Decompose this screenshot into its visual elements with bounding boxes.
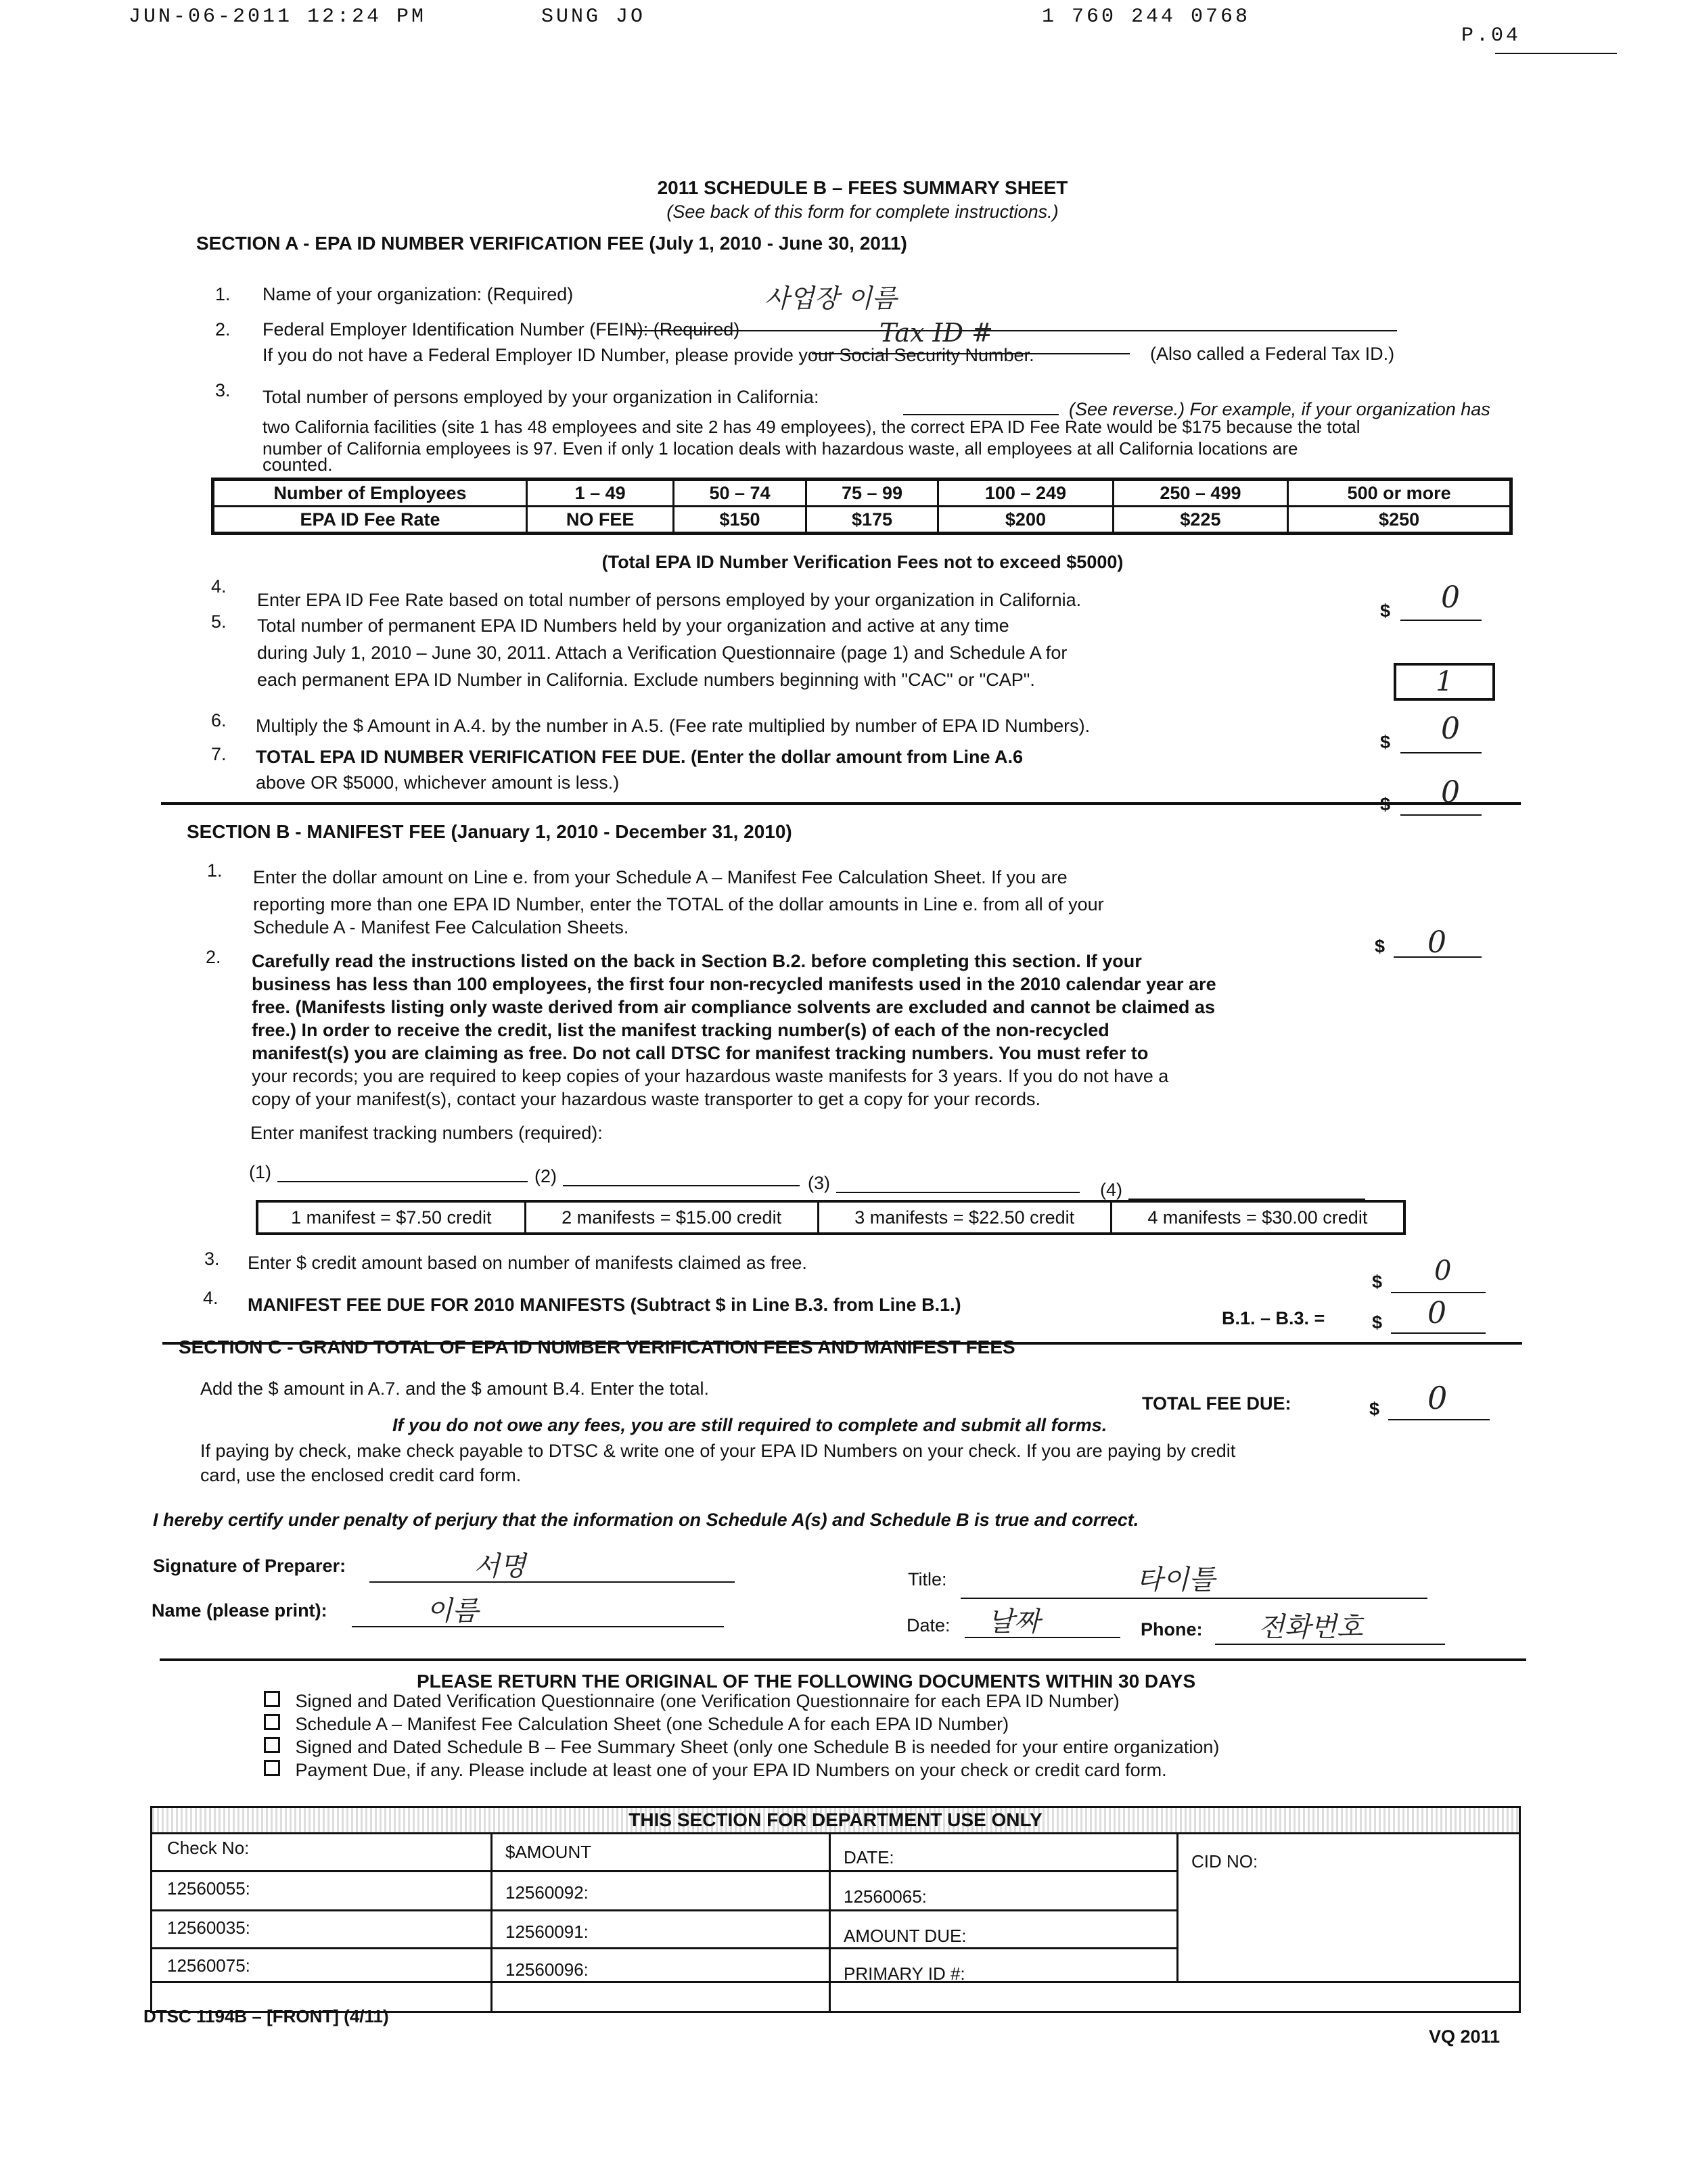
b4-dollar: $ <box>1372 1312 1383 1332</box>
a2-fein-value[interactable]: Tax ID # <box>879 318 993 348</box>
b1-dollar: $ <box>1375 936 1386 956</box>
tracking-slot-4-label: (4) <box>1100 1180 1122 1200</box>
dept-divider <box>490 1832 493 2011</box>
a1-field-line <box>626 330 1397 331</box>
fee-rate-cell: $150 <box>674 507 806 534</box>
fee-range-cell: 75 – 99 <box>806 480 938 507</box>
a4-field-line <box>1400 620 1482 621</box>
section-a-heading: SECTION A - EPA ID NUMBER VERIFICATION FEE (July 1, 2010 - June 30, 2011) <box>196 233 907 254</box>
b2-line: Carefully read the instructions listed on the back in Section B.2. before completing this section. If your <box>252 951 1142 971</box>
checkbox[interactable] <box>264 1737 280 1753</box>
tracking-slot-2-input[interactable] <box>563 1185 800 1186</box>
dept-divider <box>152 1870 1176 1872</box>
b3-field-line <box>1391 1292 1486 1293</box>
b2-line: free. (Manifests listing only waste derived from air compliance solvents are excluded and cannot be claimed as <box>252 997 1215 1017</box>
checklist-text: Signed and Dated Verification Questionnaire (one Verification Questionnaire for each EPA ID Number) <box>295 1691 1120 1711</box>
a7-total-value[interactable]: 0 <box>1441 775 1460 810</box>
credit-cell: 3 manifests = $22.50 credit <box>818 1201 1111 1234</box>
form-id: DTSC 1194B – [FRONT] (4/11) <box>143 2006 389 2026</box>
a3-line2: two California facilities (site 1 has 48 employees and site 2 has 49 employees), the correct EPA ID Fee Rate would be $175 because the total <box>262 417 1360 437</box>
b2-line: free.) In order to receive the credit, list the manifest tracking number(s) of each of the non-recycled <box>252 1020 1109 1040</box>
b4-number: 4. <box>203 1288 219 1308</box>
a5-count-box[interactable] <box>1394 663 1495 701</box>
department-use-box <box>150 1806 1521 2013</box>
payment-line2: card, use the enclosed credit card form. <box>200 1465 522 1485</box>
a4-dollar: $ <box>1380 601 1391 621</box>
b1-line1: Enter the dollar amount on Line e. from your Schedule A – Manifest Fee Calculation Sheet. If you are <box>253 867 1068 887</box>
checklist-item <box>264 1736 1219 1759</box>
total-fee-field-line <box>1388 1419 1490 1420</box>
return-checklist <box>264 1690 1219 1782</box>
b3-number: 3. <box>204 1249 220 1269</box>
dept-code: 12560096: <box>505 1959 589 1980</box>
form-title: 2011 SCHEDULE B – FEES SUMMARY SHEET <box>657 177 1068 198</box>
a6-number: 6. <box>211 710 227 730</box>
a3-field-line[interactable] <box>903 414 1059 415</box>
a6-field-line <box>1400 752 1482 753</box>
tracking-slot-2-label: (2) <box>534 1166 557 1186</box>
a3-line3: number of California employees is 97. Even if only 1 location deals with hazardous waste, all employees at all California locations are <box>262 438 1298 459</box>
section-c-heading: SECTION C - GRAND TOTAL OF EPA ID NUMBER VERIFICATION FEES AND MANIFEST FEES <box>179 1337 1015 1357</box>
tracking-slot-1-label: (1) <box>249 1162 271 1182</box>
payment-line1: If paying by check, make check payable to DTSC & write one of your EPA ID Numbers on your check. If you are paying by credit <box>200 1441 1236 1461</box>
fee-table-header-rate: EPA ID Fee Rate <box>213 507 527 534</box>
checklist-item <box>264 1759 1219 1782</box>
b2-line: business has less than 100 employees, the first four non-recycled manifests used in the 2010 calendar year are <box>252 974 1216 994</box>
a7-line2: above OR $5000, whichever amount is less.) <box>256 772 620 793</box>
fax-page: P.04 <box>1461 24 1521 47</box>
dept-check-no: Check No: <box>167 1838 250 1858</box>
section-divider <box>161 802 1521 805</box>
name-line <box>352 1626 724 1627</box>
dept-amount: $AMOUNT <box>505 1842 592 1862</box>
tracking-label: Enter manifest tracking numbers (required): <box>250 1123 603 1143</box>
title-line <box>961 1598 1427 1599</box>
a5-count-value: 1 <box>1436 666 1453 697</box>
dept-amount-due: AMOUNT DUE: <box>844 1926 967 1946</box>
a7-dollar: $ <box>1380 794 1391 814</box>
a2-note: (Also called a Federal Tax ID.) <box>1150 344 1395 364</box>
a4-number: 4. <box>211 576 227 597</box>
certification-statement: I hereby certify under penalty of perjury that the information on Schedule A(s) and Schedule B is true and correct. <box>153 1510 1139 1530</box>
a7-field-line <box>1400 814 1482 816</box>
a2-label: Federal Employer Identification Number (FEIN): (Required) <box>262 319 740 340</box>
name-value[interactable]: 이름 <box>426 1596 479 1627</box>
manifest-credit-table <box>256 1200 1406 1235</box>
b1-line3: Schedule A - Manifest Fee Calculation Sheets. <box>253 917 629 937</box>
a5-line1: Total number of permanent EPA ID Numbers held by your organization and active at any time <box>257 615 1009 636</box>
date-value[interactable]: 날짜 <box>988 1606 1040 1637</box>
a6-amount-value[interactable]: 0 <box>1441 712 1460 746</box>
form-subtitle: (See back of this form for complete instructions.) <box>666 202 1059 222</box>
fee-table-row-rates <box>213 507 1511 534</box>
name-label: Name (please print): <box>152 1600 327 1621</box>
dept-divider <box>152 1981 1519 1983</box>
a5-line3: each permanent EPA ID Number in California. Exclude numbers beginning with "CAC" or "CAP". <box>257 670 1035 690</box>
a4-fee-rate-value[interactable]: 0 <box>1441 580 1460 615</box>
form-version: VQ 2011 <box>1429 2026 1501 2047</box>
a5-number: 5. <box>211 611 227 632</box>
total-fee-dollar: $ <box>1369 1399 1380 1419</box>
a5-line2: during July 1, 2010 – June 30, 2011. Attach a Verification Questionnaire (page 1) and Schedule A for <box>257 643 1068 663</box>
b4-field-line <box>1391 1332 1486 1334</box>
fee-rate-cell: NO FEE <box>527 507 674 534</box>
tracking-slot-3-input[interactable] <box>836 1192 1080 1193</box>
checklist-item <box>264 1690 1219 1713</box>
b4-fee-due-value[interactable]: 0 <box>1427 1296 1446 1330</box>
fee-range-cell: 1 – 49 <box>527 480 674 507</box>
b1-amount-value[interactable]: 0 <box>1427 925 1446 960</box>
b3-dollar: $ <box>1372 1272 1383 1292</box>
title-value[interactable]: 타이틀 <box>1137 1564 1215 1596</box>
a2-line2: If you do not have a Federal Employer ID Number, please provide your Social Security Number. <box>262 345 1034 365</box>
b2-line: copy of your manifest(s), contact your hazardous waste transporter to get a copy for your records. <box>252 1089 1041 1109</box>
dept-divider <box>829 1832 831 2011</box>
b4-label: MANIFEST FEE DUE FOR 2010 MANIFESTS (Subtract $ in Line B.3. from Line B.1.) <box>248 1295 961 1315</box>
b4-formula: B.1. – B.3. = <box>1222 1308 1325 1328</box>
b2-number: 2. <box>206 947 221 967</box>
dept-divider <box>152 1832 1519 1834</box>
a7-number: 7. <box>211 744 227 764</box>
checklist-text: Signed and Dated Schedule B – Fee Summary Sheet (only one Schedule B is needed for your entire organization) <box>295 1737 1220 1757</box>
fee-range-cell: 100 – 249 <box>938 480 1113 507</box>
b2-instructions <box>252 950 1348 1111</box>
dept-code: 12560035: <box>167 1918 250 1938</box>
b3-label: Enter $ credit amount based on number of manifests claimed as free. <box>248 1253 807 1273</box>
section-divider <box>160 1658 1526 1661</box>
checklist-item <box>264 1713 1219 1736</box>
dept-divider <box>152 1947 1176 1949</box>
total-fee-value[interactable]: 0 <box>1427 1380 1448 1416</box>
signature-value[interactable]: 서명 <box>474 1551 526 1582</box>
checkbox[interactable] <box>264 1714 280 1730</box>
tracking-slot-3-label: (3) <box>808 1173 830 1193</box>
a7-line1: TOTAL EPA ID NUMBER VERIFICATION FEE DUE. (Enter the dollar amount from Line A.6 <box>256 747 1024 767</box>
phone-label: Phone: <box>1141 1619 1203 1640</box>
fee-table-row-employees <box>213 480 1511 507</box>
fee-rate-cell: $175 <box>806 507 938 534</box>
dept-code: 12560092: <box>505 1882 589 1903</box>
fax-datetime: JUN-06-2011 12:24 PM <box>129 5 427 28</box>
a6-label: Multiply the $ Amount in A.4. by the number in A.5. (Fee rate multiplied by number of EPA ID Numbers). <box>256 716 1091 736</box>
a3-label: Total number of persons employed by your organization in California: <box>262 387 819 407</box>
dept-divider <box>1176 1832 1178 1981</box>
phone-value[interactable]: 전화번호 <box>1258 1612 1363 1643</box>
dept-primary-id: PRIMARY ID #: <box>844 1964 965 1984</box>
signature-label: Signature of Preparer: <box>153 1556 346 1576</box>
credit-row <box>257 1201 1404 1234</box>
a4-label: Enter EPA ID Fee Rate based on total number of persons employed by your organization in California. <box>257 590 1082 610</box>
checkbox[interactable] <box>264 1691 280 1707</box>
dept-code: 12560055: <box>167 1878 250 1899</box>
credit-cell: 4 manifests = $30.00 credit <box>1111 1201 1404 1234</box>
dept-code: 12560091: <box>505 1922 589 1942</box>
a1-label: Name of your organization: (Required) <box>262 284 574 304</box>
a3-ref: (See reverse.) For example, if your organization has <box>1069 399 1490 419</box>
dept-code: 12560075: <box>167 1955 250 1976</box>
a6-dollar: $ <box>1380 732 1391 752</box>
fee-range-cell: 500 or more <box>1288 480 1511 507</box>
a3-line4: counted. <box>262 455 333 475</box>
credit-cell: 1 manifest = $7.50 credit <box>257 1201 525 1234</box>
fax-page-underline <box>1495 53 1617 54</box>
no-fee-notice: If you do not owe any fees, you are still required to complete and submit all forms. <box>392 1415 1107 1435</box>
signature-line <box>369 1581 735 1583</box>
fax-phone: 1 760 244 0768 <box>1042 5 1251 28</box>
checklist-text: Payment Due, if any. Please include at least one of your EPA ID Numbers on your check or credit card form. <box>295 1760 1167 1780</box>
dept-cid-no: CID NO: <box>1191 1851 1258 1872</box>
fee-range-cell: 250 – 499 <box>1113 480 1287 507</box>
fee-table-header-employees: Number of Employees <box>213 480 527 507</box>
a1-number: 1. <box>215 284 231 304</box>
a1-organization-name[interactable]: 사업장 이름 <box>764 283 897 313</box>
fee-table-footnote: (Total EPA ID Number Verification Fees not to exceed $5000) <box>601 552 1124 572</box>
a3-number: 3. <box>215 380 231 400</box>
b2-line: manifest(s) you are claiming as free. Do not call DTSC for manifest tracking numbers. You must refer to <box>252 1043 1149 1063</box>
dept-date: DATE: <box>844 1847 894 1867</box>
fax-sender: SUNG JO <box>541 5 646 28</box>
credit-cell: 2 manifests = $15.00 credit <box>525 1201 818 1234</box>
section-c-instruction: Add the $ amount in A.7. and the $ amount B.4. Enter the total. <box>200 1378 710 1399</box>
tracking-slot-1-input[interactable] <box>277 1181 528 1182</box>
b1-number: 1. <box>207 860 223 881</box>
dept-divider <box>152 1909 1176 1911</box>
b2-line: your records; you are required to keep copies of your hazardous waste manifests for 3 years. If you do not have a <box>252 1066 1169 1086</box>
fee-rate-table <box>211 478 1513 535</box>
b3-credit-value[interactable]: 0 <box>1434 1255 1452 1286</box>
date-label: Date: <box>907 1615 951 1635</box>
total-fee-label: TOTAL FEE DUE: <box>1142 1393 1291 1414</box>
dept-heading: THIS SECTION FOR DEPARTMENT USE ONLY <box>628 1809 1043 1830</box>
dept-code: 12560065: <box>844 1886 927 1907</box>
fee-rate-cell: $250 <box>1288 507 1511 534</box>
b1-line2: reporting more than one EPA ID Number, enter the TOTAL of the dollar amounts in Line e. from all of your <box>253 894 1104 914</box>
return-heading: PLEASE RETURN THE ORIGINAL OF THE FOLLOWING DOCUMENTS WITHIN 30 DAYS <box>417 1671 1196 1692</box>
checkbox[interactable] <box>264 1760 280 1776</box>
title-label: Title: <box>908 1569 947 1589</box>
a2-number: 2. <box>215 319 231 340</box>
fee-rate-cell: $200 <box>938 507 1113 534</box>
fee-range-cell: 50 – 74 <box>674 480 806 507</box>
fee-rate-cell: $225 <box>1113 507 1287 534</box>
checklist-text: Schedule A – Manifest Fee Calculation Sheet (one Schedule A for each EPA ID Number) <box>295 1714 1009 1734</box>
section-b-heading: SECTION B - MANIFEST FEE (January 1, 2010 - December 31, 2010) <box>187 821 792 842</box>
